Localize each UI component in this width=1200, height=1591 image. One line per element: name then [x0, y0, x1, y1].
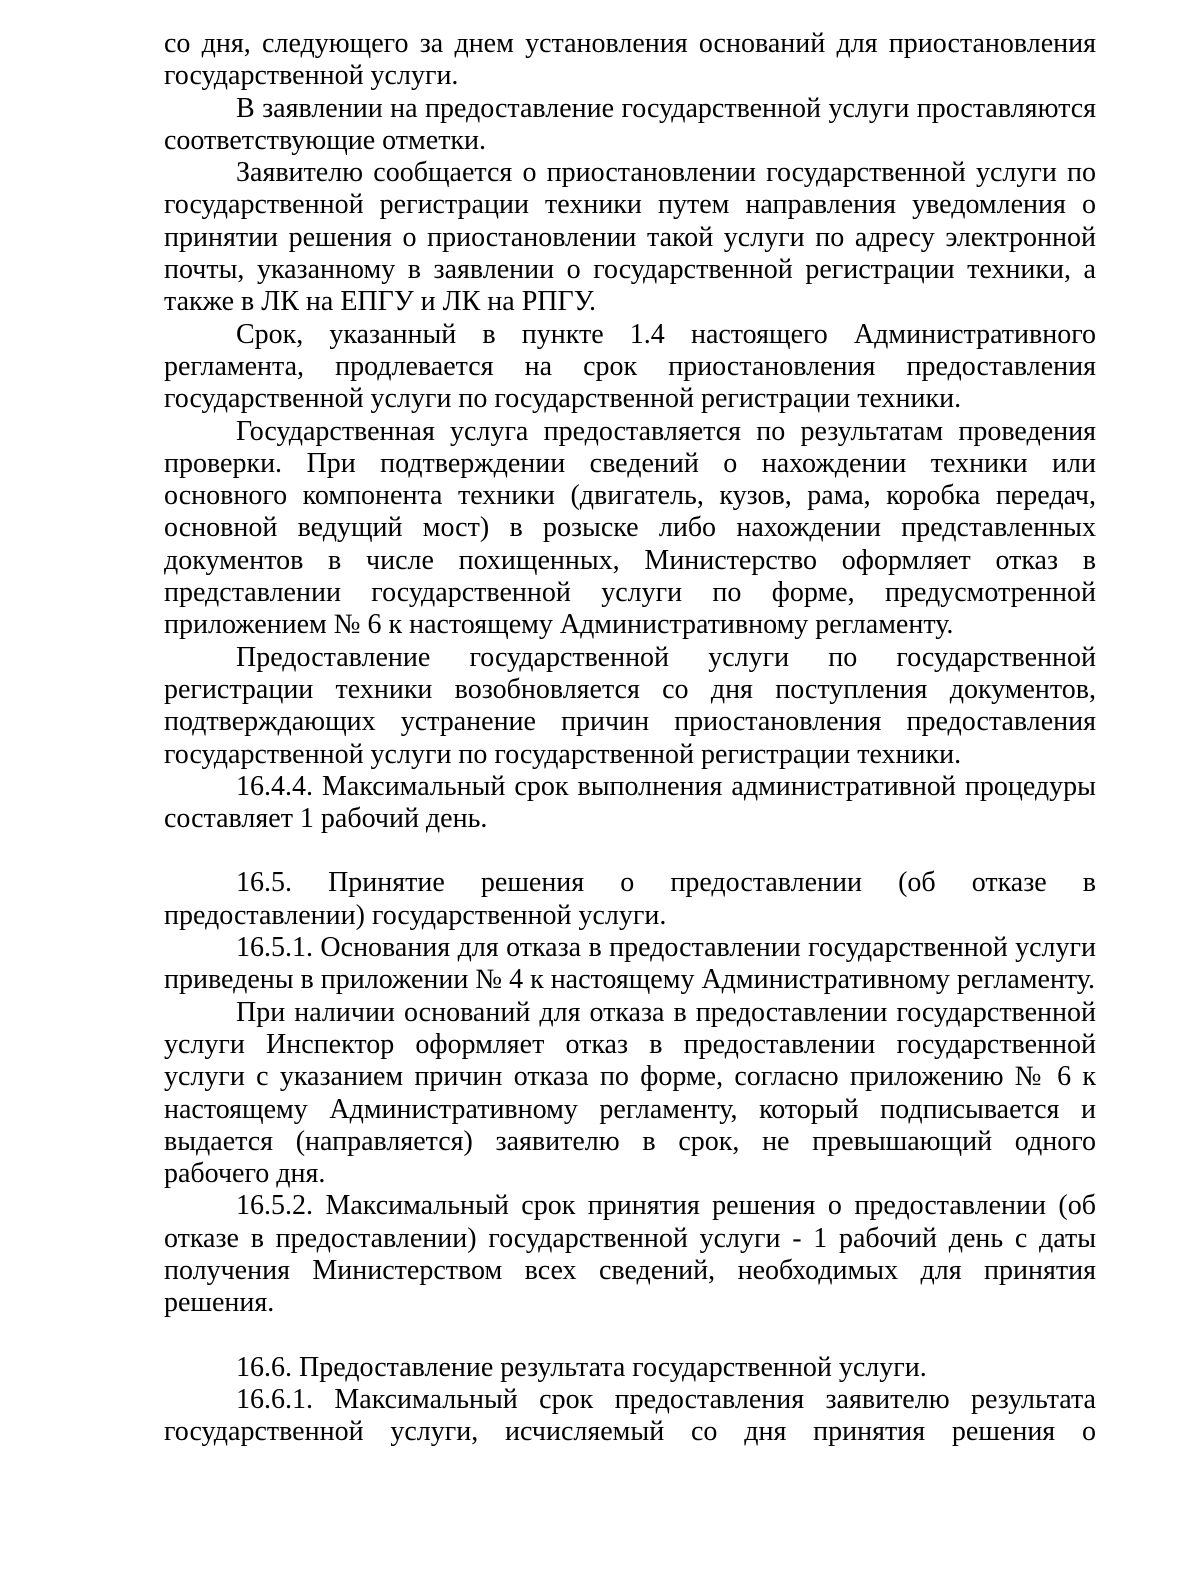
paragraph: Заявителю сообщается о приостановлении государственной услуги по государственной регистрации техники путем направления уведомления о принятии решения о приостановлении такой услуги по адресу электронной почты, указанному в заявлении о государственной регистрации техники, а также в ЛК на ЕПГУ и ЛК на РПГУ. [164, 157, 1096, 318]
paragraph: 16.6.1. Максимальный срок предоставления заявителю результата государственной услуги, исчисляемый со дня принятия решения о [164, 1383, 1096, 1448]
paragraph-gap [164, 1320, 1096, 1352]
paragraph: Государственная услуга предоставляется по результатам проведения проверки. При подтверждении сведений о нахождении техники или основного компонента техники (двигатель, кузов, рама, коробка передач, основной ведущий мост) в розыске либо нахождении представленных документов в числе похищенных, Министерство оформляет отказ в представлении государственной услуги по форме, предусмотренной приложением № 6 к настоящему Административному регламенту. [164, 415, 1096, 641]
paragraph: При наличии оснований для отказа в предоставлении государственной услуги Инспектор оформляет отказ в предоставлении государственной услуги с указанием причин отказа по форме, согласно приложению № 6 к настоящему Административному регламенту, который подписывается и выдается (направляется) заявителю в срок, не превышающий одного рабочего дня. [164, 996, 1096, 1190]
paragraph: 16.4.4. Максимальный срок выполнения административной процедуры составляет 1 рабочий день. [164, 770, 1096, 835]
paragraph-gap [164, 835, 1096, 867]
paragraph: В заявлении на предоставление государственной услуги проставляются соответствующие отметки. [164, 92, 1096, 156]
paragraph: 16.5.1. Основания для отказа в предоставлении государственной услуги приведены в приложении № 4 к настоящему Административному регламенту. [164, 932, 1096, 996]
document-page [164, 28, 1096, 1448]
paragraph: 16.5.2. Максимальный срок принятия решения о предоставлении (об отказе в предоставлении) государственной услуги - 1 рабочий день с даты получения Министерством всех сведений, необходимых для принятия решения. [164, 1190, 1096, 1319]
paragraph: Срок, указанный в пункте 1.4 настоящего Административного регламента, продлевается на срок приостановления предоставления государственной услуги по государственной регистрации техники. [164, 318, 1096, 415]
paragraph: со дня, следующего за днем установления оснований для приостановления государственной услуги. [164, 28, 1096, 92]
paragraph: Предоставление государственной услуги по государственной регистрации техники возобновляется со дня поступления документов, подтверждающих устранение причин приостановления предоставления государственной услуги по государственной регистрации техники. [164, 641, 1096, 770]
section-heading: 16.5. Принятие решения о предоставлении (об отказе в предоставлении) государственной услуги. [164, 867, 1096, 931]
section-heading: 16.6. Предоставление результата государственной услуги. [236, 1351, 927, 1383]
